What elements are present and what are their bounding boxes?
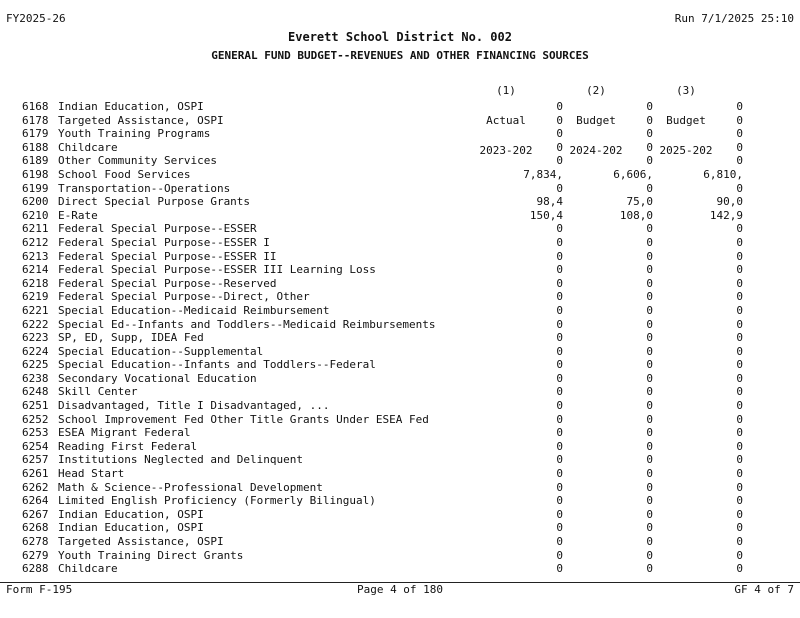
column-year: 2025-202 bbox=[659, 144, 713, 157]
column-number: (2) bbox=[586, 84, 606, 97]
table-row bbox=[22, 209, 800, 223]
account-description: Limited English Proficiency (Formerly Bilingual) bbox=[58, 494, 376, 508]
actual-value: 0 bbox=[556, 290, 563, 304]
account-code: 6168 bbox=[22, 100, 49, 113]
budget-current-value: 0 bbox=[736, 399, 743, 413]
account-description: School Food Services bbox=[58, 167, 191, 181]
table-row bbox=[22, 413, 800, 427]
account-code: 6252 bbox=[22, 412, 49, 426]
table-row bbox=[22, 100, 800, 114]
actual-value: 0 bbox=[556, 317, 563, 331]
budget-current-value: 0 bbox=[736, 385, 743, 399]
actual-value: 0 bbox=[556, 399, 563, 413]
budget-prior-value: 0 bbox=[646, 100, 653, 113]
table-row bbox=[22, 304, 800, 318]
budget-prior-value: 0 bbox=[646, 439, 653, 453]
table-row bbox=[22, 508, 800, 522]
table-row bbox=[22, 318, 800, 332]
budget-prior-value: 0 bbox=[646, 548, 653, 562]
budget-current-value: 0 bbox=[736, 140, 743, 154]
budget-current-value: 0 bbox=[736, 344, 743, 358]
actual-value: 7,834, bbox=[523, 167, 563, 181]
account-code: 6279 bbox=[22, 548, 49, 562]
budget-prior-value: 0 bbox=[646, 290, 653, 304]
account-description: Federal Special Purpose--ESSER III Learning Loss bbox=[58, 263, 376, 277]
budget-prior-value: 0 bbox=[646, 535, 653, 548]
budget-prior-value: 0 bbox=[646, 317, 653, 331]
account-code: 6219 bbox=[22, 290, 49, 304]
account-code: 6188 bbox=[22, 140, 49, 154]
account-description: Transportation--Operations bbox=[58, 181, 231, 195]
table-row bbox=[22, 277, 800, 291]
account-description: Youth Training Programs bbox=[58, 127, 211, 141]
table-row bbox=[22, 372, 800, 386]
budget-prior-value: 0 bbox=[646, 222, 653, 236]
account-description: Skill Center bbox=[58, 385, 138, 399]
actual-value: 98,4 bbox=[536, 195, 563, 209]
actual-value: 0 bbox=[556, 331, 563, 345]
budget-current-value: 0 bbox=[736, 249, 743, 263]
run-stamp: Run 7/1/2025 25:10 bbox=[674, 12, 794, 25]
account-description: Special Education--Supplemental bbox=[58, 344, 264, 358]
column-label: Budget bbox=[666, 114, 706, 127]
budget-current-value: 0 bbox=[736, 467, 743, 481]
account-code: 6267 bbox=[22, 507, 49, 521]
budget-current-value: 0 bbox=[736, 412, 743, 426]
account-description: Federal Special Purpose--ESSER II bbox=[58, 249, 277, 263]
account-description: Reading First Federal bbox=[58, 439, 198, 453]
account-description: School Improvement Fed Other Title Grants Under ESEA Fed bbox=[58, 412, 429, 426]
account-code: 6211 bbox=[22, 222, 49, 236]
table-row bbox=[22, 236, 800, 250]
table-row bbox=[22, 222, 800, 236]
account-description: Secondary Vocational Education bbox=[58, 371, 257, 385]
table-row bbox=[22, 182, 800, 196]
budget-prior-value: 0 bbox=[646, 140, 653, 154]
table-row bbox=[22, 250, 800, 264]
actual-value: 0 bbox=[556, 100, 563, 113]
actual-value: 0 bbox=[556, 439, 563, 453]
budget-current-value: 0 bbox=[736, 317, 743, 331]
account-description: Math & Science--Professional Development bbox=[58, 480, 323, 494]
account-code: 6253 bbox=[22, 426, 49, 440]
account-description: Federal Special Purpose--ESSER I bbox=[58, 235, 270, 249]
account-description: Head Start bbox=[58, 467, 125, 481]
account-description: Youth Training Direct Grants bbox=[58, 548, 244, 562]
table-row bbox=[22, 168, 800, 182]
budget-current-value: 0 bbox=[736, 562, 743, 576]
actual-value: 0 bbox=[556, 521, 563, 535]
actual-value: 150,4 bbox=[529, 208, 563, 222]
form-number: Form F-195 bbox=[6, 583, 73, 596]
actual-value: 0 bbox=[556, 127, 563, 141]
account-code: 6262 bbox=[22, 480, 49, 494]
budget-prior-value: 0 bbox=[646, 276, 653, 290]
budget-prior-value: 0 bbox=[646, 303, 653, 317]
budget-prior-value: 0 bbox=[646, 235, 653, 249]
account-code: 6221 bbox=[22, 303, 49, 317]
actual-value: 0 bbox=[556, 426, 563, 440]
account-code: 6210 bbox=[22, 208, 49, 222]
budget-current-value: 0 bbox=[736, 371, 743, 385]
account-description: Special Ed--Infants and Toddlers--Medicaid Reimbursements bbox=[58, 317, 436, 331]
budget-prior-value: 0 bbox=[646, 562, 653, 576]
budget-current-value: 0 bbox=[736, 453, 743, 467]
account-code: 6238 bbox=[22, 371, 49, 385]
actual-value: 0 bbox=[556, 276, 563, 290]
actual-value: 0 bbox=[556, 453, 563, 467]
table-row bbox=[22, 195, 800, 209]
actual-value: 0 bbox=[556, 562, 563, 576]
budget-current-value: 0 bbox=[736, 263, 743, 277]
account-code: 6178 bbox=[22, 113, 49, 127]
budget-prior-value: 0 bbox=[646, 154, 653, 168]
table-row bbox=[22, 114, 800, 128]
account-code: 6222 bbox=[22, 317, 49, 331]
budget-current-value: 142,9 bbox=[709, 208, 743, 222]
account-code: 6254 bbox=[22, 439, 49, 453]
account-description: Institutions Neglected and Delinquent bbox=[58, 453, 304, 467]
account-code: 6199 bbox=[22, 181, 49, 195]
account-code: 6257 bbox=[22, 453, 49, 467]
budget-current-value: 0 bbox=[736, 100, 743, 113]
account-description: Federal Special Purpose--ESSER bbox=[58, 222, 257, 236]
budget-prior-value: 0 bbox=[646, 412, 653, 426]
actual-value: 0 bbox=[556, 154, 563, 168]
budget-prior-value: 0 bbox=[646, 113, 653, 127]
table-row bbox=[22, 345, 800, 359]
table-row bbox=[22, 141, 800, 155]
table-row bbox=[22, 453, 800, 467]
budget-prior-value: 75,0 bbox=[626, 195, 653, 209]
table-row bbox=[22, 535, 800, 549]
budget-prior-value: 0 bbox=[646, 263, 653, 277]
district-name: Everett School District No. 002 bbox=[288, 30, 512, 44]
actual-value: 0 bbox=[556, 235, 563, 249]
account-code: 6251 bbox=[22, 399, 49, 413]
account-code: 6225 bbox=[22, 358, 49, 372]
budget-prior-value: 6,606, bbox=[613, 167, 653, 181]
account-code: 6200 bbox=[22, 195, 49, 209]
actual-value: 0 bbox=[556, 181, 563, 195]
column-label: Actual bbox=[486, 114, 526, 127]
budget-current-value: 0 bbox=[736, 331, 743, 345]
table-row bbox=[22, 127, 800, 141]
actual-value: 0 bbox=[556, 385, 563, 399]
budget-current-value: 0 bbox=[736, 535, 743, 548]
account-description: Other Community Services bbox=[58, 154, 217, 168]
budget-prior-value: 0 bbox=[646, 358, 653, 372]
account-description: Indian Education, OSPI bbox=[58, 100, 204, 113]
account-description: Federal Special Purpose--Reserved bbox=[58, 276, 277, 290]
report-title: GENERAL FUND BUDGET--REVENUES AND OTHER FINANCING SOURCES bbox=[211, 49, 589, 62]
sheet-number: GF 4 of 7 bbox=[734, 583, 794, 596]
column-number: (1) bbox=[496, 84, 516, 97]
actual-value: 0 bbox=[556, 507, 563, 521]
budget-current-value: 0 bbox=[736, 439, 743, 453]
budget-current-value: 0 bbox=[736, 222, 743, 236]
actual-value: 0 bbox=[556, 480, 563, 494]
budget-current-value: 0 bbox=[736, 181, 743, 195]
account-description: Federal Special Purpose--Direct, Other bbox=[58, 290, 310, 304]
actual-value: 0 bbox=[556, 535, 563, 548]
account-code: 6179 bbox=[22, 127, 49, 141]
budget-current-value: 0 bbox=[736, 290, 743, 304]
table-row bbox=[22, 331, 800, 345]
budget-prior-value: 0 bbox=[646, 426, 653, 440]
actual-value: 0 bbox=[556, 222, 563, 236]
budget-current-value: 0 bbox=[736, 235, 743, 249]
budget-current-value: 0 bbox=[736, 276, 743, 290]
budget-prior-value: 0 bbox=[646, 249, 653, 263]
account-code: 6288 bbox=[22, 562, 49, 576]
account-code: 6218 bbox=[22, 276, 49, 290]
table-row bbox=[22, 290, 800, 304]
account-description: Childcare bbox=[58, 562, 118, 576]
table-row bbox=[22, 494, 800, 508]
budget-current-value: 0 bbox=[736, 154, 743, 168]
page-number: Page 4 of 180 bbox=[356, 583, 444, 596]
actual-value: 0 bbox=[556, 249, 563, 263]
column-number: (3) bbox=[676, 84, 696, 97]
actual-value: 0 bbox=[556, 371, 563, 385]
actual-value: 0 bbox=[556, 358, 563, 372]
actual-value: 0 bbox=[556, 467, 563, 481]
account-description: Indian Education, OSPI bbox=[58, 507, 204, 521]
budget-current-value: 0 bbox=[736, 494, 743, 508]
budget-prior-value: 0 bbox=[646, 344, 653, 358]
budget-current-value: 0 bbox=[736, 303, 743, 317]
budget-current-value: 0 bbox=[736, 358, 743, 372]
actual-value: 0 bbox=[556, 113, 563, 127]
actual-value: 0 bbox=[556, 263, 563, 277]
account-code: 6212 bbox=[22, 235, 49, 249]
revenue-table bbox=[22, 100, 800, 576]
account-code: 6223 bbox=[22, 331, 49, 345]
account-description: Targeted Assistance, OSPI bbox=[58, 535, 224, 548]
account-description: Childcare bbox=[58, 140, 118, 154]
budget-current-value: 0 bbox=[736, 127, 743, 141]
account-description: Special Education--Medicaid Reimbursement bbox=[58, 303, 330, 317]
budget-prior-value: 0 bbox=[646, 507, 653, 521]
budget-current-value: 0 bbox=[736, 507, 743, 521]
table-row bbox=[22, 440, 800, 454]
account-description: Targeted Assistance, OSPI bbox=[58, 113, 224, 127]
budget-current-value: 0 bbox=[736, 548, 743, 562]
account-description: Direct Special Purpose Grants bbox=[58, 195, 251, 209]
table-row bbox=[22, 385, 800, 399]
account-code: 6248 bbox=[22, 385, 49, 399]
budget-prior-value: 0 bbox=[646, 480, 653, 494]
budget-prior-value: 0 bbox=[646, 385, 653, 399]
account-description: E-Rate bbox=[58, 208, 98, 222]
fiscal-year: FY2025-26 bbox=[6, 12, 66, 25]
account-code: 6214 bbox=[22, 263, 49, 277]
budget-current-value: 0 bbox=[736, 521, 743, 535]
table-row bbox=[22, 154, 800, 168]
account-description: Disadvantaged, Title I Disadvantaged, ... bbox=[58, 399, 330, 413]
column-year: 2023-202 bbox=[479, 144, 533, 157]
account-code: 6189 bbox=[22, 154, 49, 168]
table-row bbox=[22, 467, 800, 481]
actual-value: 0 bbox=[556, 412, 563, 426]
account-description: Indian Education, OSPI bbox=[58, 521, 204, 535]
table-row bbox=[22, 521, 800, 535]
table-row bbox=[22, 358, 800, 372]
budget-prior-value: 0 bbox=[646, 331, 653, 345]
account-code: 6268 bbox=[22, 521, 49, 535]
account-code: 6261 bbox=[22, 467, 49, 481]
budget-prior-value: 0 bbox=[646, 371, 653, 385]
budget-current-value: 90,0 bbox=[716, 195, 743, 209]
budget-current-value: 0 bbox=[736, 426, 743, 440]
budget-prior-value: 0 bbox=[646, 467, 653, 481]
budget-prior-value: 0 bbox=[646, 521, 653, 535]
table-row bbox=[22, 399, 800, 413]
budget-current-value: 0 bbox=[736, 480, 743, 494]
table-row bbox=[22, 263, 800, 277]
budget-prior-value: 0 bbox=[646, 181, 653, 195]
actual-value: 0 bbox=[556, 494, 563, 508]
budget-current-value: 0 bbox=[736, 113, 743, 127]
budget-prior-value: 0 bbox=[646, 399, 653, 413]
budget-prior-value: 0 bbox=[646, 494, 653, 508]
actual-value: 0 bbox=[556, 548, 563, 562]
account-code: 6278 bbox=[22, 535, 49, 548]
actual-value: 0 bbox=[556, 303, 563, 317]
budget-current-value: 6,810, bbox=[703, 167, 743, 181]
account-description: SP, ED, Supp, IDEA Fed bbox=[58, 331, 204, 345]
account-code: 6198 bbox=[22, 167, 49, 181]
column-label: Budget bbox=[576, 114, 616, 127]
account-description: ESEA Migrant Federal bbox=[58, 426, 191, 440]
budget-prior-value: 108,0 bbox=[619, 208, 653, 222]
budget-prior-value: 0 bbox=[646, 127, 653, 141]
account-code: 6264 bbox=[22, 494, 49, 508]
budget-prior-value: 0 bbox=[646, 453, 653, 467]
table-row bbox=[22, 562, 800, 576]
table-row bbox=[22, 549, 800, 563]
account-code: 6224 bbox=[22, 344, 49, 358]
column-year: 2024-202 bbox=[569, 144, 623, 157]
actual-value: 0 bbox=[556, 140, 563, 154]
table-row bbox=[22, 426, 800, 440]
account-description: Special Education--Infants and Toddlers--Federal bbox=[58, 358, 376, 372]
table-row bbox=[22, 481, 800, 495]
actual-value: 0 bbox=[556, 344, 563, 358]
account-code: 6213 bbox=[22, 249, 49, 263]
